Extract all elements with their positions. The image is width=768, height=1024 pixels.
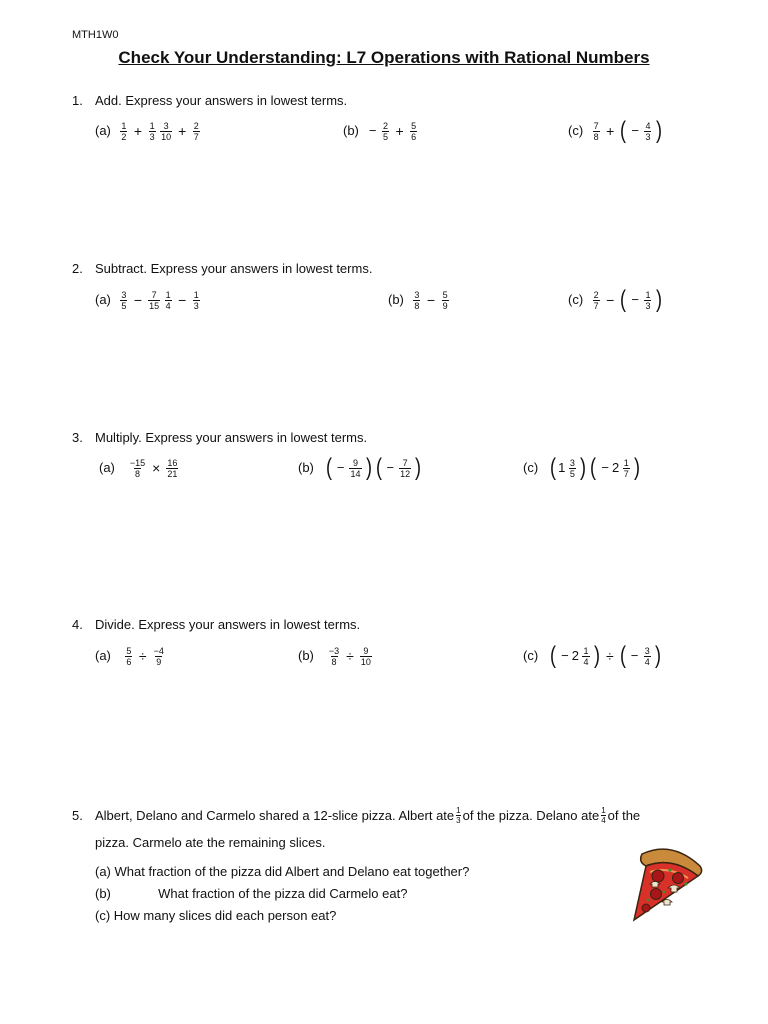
part-label: (c) xyxy=(523,648,539,663)
right-paren: ) xyxy=(365,454,372,481)
question-4-text: Divide. Express your answers in lowest terms. xyxy=(95,617,361,632)
q2-part-b xyxy=(388,287,451,313)
left-paren: ( xyxy=(325,454,332,481)
q3-part-c xyxy=(523,455,642,481)
right-paren: ) xyxy=(580,454,587,481)
left-paren: ( xyxy=(550,642,557,669)
negative-sign: − xyxy=(336,460,345,475)
operator: ÷ xyxy=(138,648,147,664)
q5-sub-b xyxy=(95,886,407,901)
fraction: $\frac{1}{3}$ xyxy=(193,289,199,311)
part-label: (b) xyxy=(388,292,404,307)
fraction: $\frac{1}{2}$ xyxy=(121,120,127,142)
fraction: $\frac{2}{7}$ xyxy=(593,289,599,311)
question-2-number: 2. xyxy=(72,261,83,276)
part-label: (a) xyxy=(95,864,111,879)
part-label: (c) xyxy=(95,908,111,923)
course-code: MTH1W0 xyxy=(72,29,119,41)
q4-part-b xyxy=(298,643,374,669)
left-paren: ( xyxy=(590,454,597,481)
q5-text-a: Albert, Delano and Carmelo shared a 12-slice pizza. Albert ate xyxy=(95,807,455,823)
part-label: (b) xyxy=(343,123,359,138)
part-label: (a) xyxy=(95,648,111,663)
negative-sign: − xyxy=(630,648,639,663)
sub-question-text: What fraction of the pizza did Albert and Delano eat together? xyxy=(114,864,470,879)
negative-sign: − xyxy=(601,460,609,475)
fraction: $\frac{2}{7}$ xyxy=(193,120,199,142)
part-label: (b) xyxy=(95,886,111,901)
question-5-number: 5. xyxy=(72,808,83,823)
sub-question-text: How many slices did each person eat? xyxy=(113,908,337,923)
fraction: $\frac{1}{3}$ xyxy=(456,805,461,825)
fraction: $\frac{4}{3}$ xyxy=(645,120,651,142)
left-paren: ( xyxy=(550,454,557,481)
right-paren: ) xyxy=(655,642,662,669)
whole-number: 2 xyxy=(571,648,579,663)
part-label: (a) xyxy=(99,460,115,475)
fraction: $\frac{3}{5}$ xyxy=(569,457,575,479)
question-5-line-2: pizza. Carmelo ate the remaining slices. xyxy=(95,835,326,850)
fraction: $\frac{-3}{8}$ xyxy=(328,645,340,667)
negative-sign: − xyxy=(368,123,377,138)
fraction: $\frac{1}{7}$ xyxy=(623,457,629,479)
q2-part-c xyxy=(568,287,664,313)
q3-part-b xyxy=(298,455,423,481)
q5-sub-c xyxy=(95,908,336,923)
operator: − xyxy=(606,292,615,308)
q5-text-b: of the pizza. Delano ate xyxy=(462,807,600,823)
right-paren: ) xyxy=(655,117,662,144)
q1-part-c xyxy=(568,118,664,144)
question-1-text: Add. Express your answers in lowest terms. xyxy=(95,93,348,108)
fraction: $\frac{3}{5}$ xyxy=(121,289,127,311)
pizza-slice-icon xyxy=(628,842,710,924)
whole-number: 1 xyxy=(558,460,566,475)
fraction: $\frac{-15}{8}$ xyxy=(129,457,146,479)
sub-question-text: What fraction of the pizza did Carmelo eat? xyxy=(158,886,408,901)
fraction: $\frac{-4}{9}$ xyxy=(153,645,164,667)
fraction: $\frac{1}{4}$ xyxy=(583,645,589,667)
fraction: $\frac{1}{3}$ xyxy=(149,120,155,142)
left-paren: ( xyxy=(375,454,382,481)
negative-sign: − xyxy=(561,648,569,663)
fraction: $\frac{3}{8}$ xyxy=(414,289,420,311)
fraction: $\frac{5}{6}$ xyxy=(411,120,417,142)
operator: − xyxy=(426,292,436,308)
fraction: $\frac{1}{3}$ xyxy=(645,289,651,311)
fraction: $\frac{3}{4}$ xyxy=(644,645,650,667)
part-label: (a) xyxy=(95,292,111,307)
right-paren: ) xyxy=(634,454,641,481)
left-paren: ( xyxy=(620,117,627,144)
question-3-number: 3. xyxy=(72,430,83,445)
part-label: (c) xyxy=(523,460,539,475)
part-label: (c) xyxy=(568,123,584,138)
question-1-number: 1. xyxy=(72,93,83,108)
q4-part-c xyxy=(523,643,663,669)
fraction: $\frac{5}{6}$ xyxy=(126,645,132,667)
right-paren: ) xyxy=(655,286,662,313)
fraction: $\frac{3}{10}$ xyxy=(161,120,172,142)
negative-sign: − xyxy=(631,292,639,307)
part-label: (b) xyxy=(298,460,314,475)
right-paren: ) xyxy=(415,454,422,481)
part-label: (a) xyxy=(95,123,111,138)
fraction: $\frac{7}{12}$ xyxy=(400,457,411,479)
fraction: $\frac{1}{4}$ xyxy=(601,805,606,825)
operator: + xyxy=(395,123,404,139)
fraction: $\frac{16}{21}$ xyxy=(167,457,178,479)
whole-number: 2 xyxy=(612,460,620,475)
question-5-line-1 xyxy=(95,802,640,828)
fraction: $\frac{1}{4}$ xyxy=(165,289,171,311)
operator: ÷ xyxy=(346,648,354,664)
operator: + xyxy=(178,123,187,139)
left-paren: ( xyxy=(619,642,626,669)
operator: × xyxy=(152,460,161,476)
worksheet-title: Check Your Understanding: L7 Operations with Rational Numbers xyxy=(118,48,650,67)
fraction: $\frac{5}{9}$ xyxy=(442,289,448,311)
negative-sign: − xyxy=(386,460,395,475)
question-4-number: 4. xyxy=(72,617,83,632)
fraction: $\frac{7}{15}$ xyxy=(149,289,160,311)
fraction: $\frac{2}{5}$ xyxy=(382,120,388,142)
operator: + xyxy=(606,123,615,139)
operator: − xyxy=(178,292,187,308)
q5-sub-a xyxy=(95,864,469,879)
fraction: $\frac{7}{8}$ xyxy=(593,120,599,142)
question-3-text: Multiply. Express your answers in lowest terms. xyxy=(95,430,368,445)
q3-part-a xyxy=(99,455,180,481)
left-paren: ( xyxy=(620,286,627,313)
negative-sign: − xyxy=(631,123,639,138)
question-2-text: Subtract. Express your answers in lowest terms. xyxy=(95,261,373,276)
operator: − xyxy=(133,292,143,308)
part-label: (b) xyxy=(298,648,314,663)
q1-part-a xyxy=(95,118,202,144)
fraction: $\frac{9}{10}$ xyxy=(360,645,371,667)
q2-part-a xyxy=(95,287,202,313)
q4-part-a xyxy=(95,643,167,669)
part-label: (c) xyxy=(568,292,584,307)
operator: + xyxy=(133,123,143,139)
fraction: $\frac{9}{14}$ xyxy=(350,457,361,479)
operator: ÷ xyxy=(606,648,614,664)
q1-part-b xyxy=(343,118,420,144)
right-paren: ) xyxy=(594,642,600,669)
q5-text-c: of the xyxy=(607,807,641,823)
